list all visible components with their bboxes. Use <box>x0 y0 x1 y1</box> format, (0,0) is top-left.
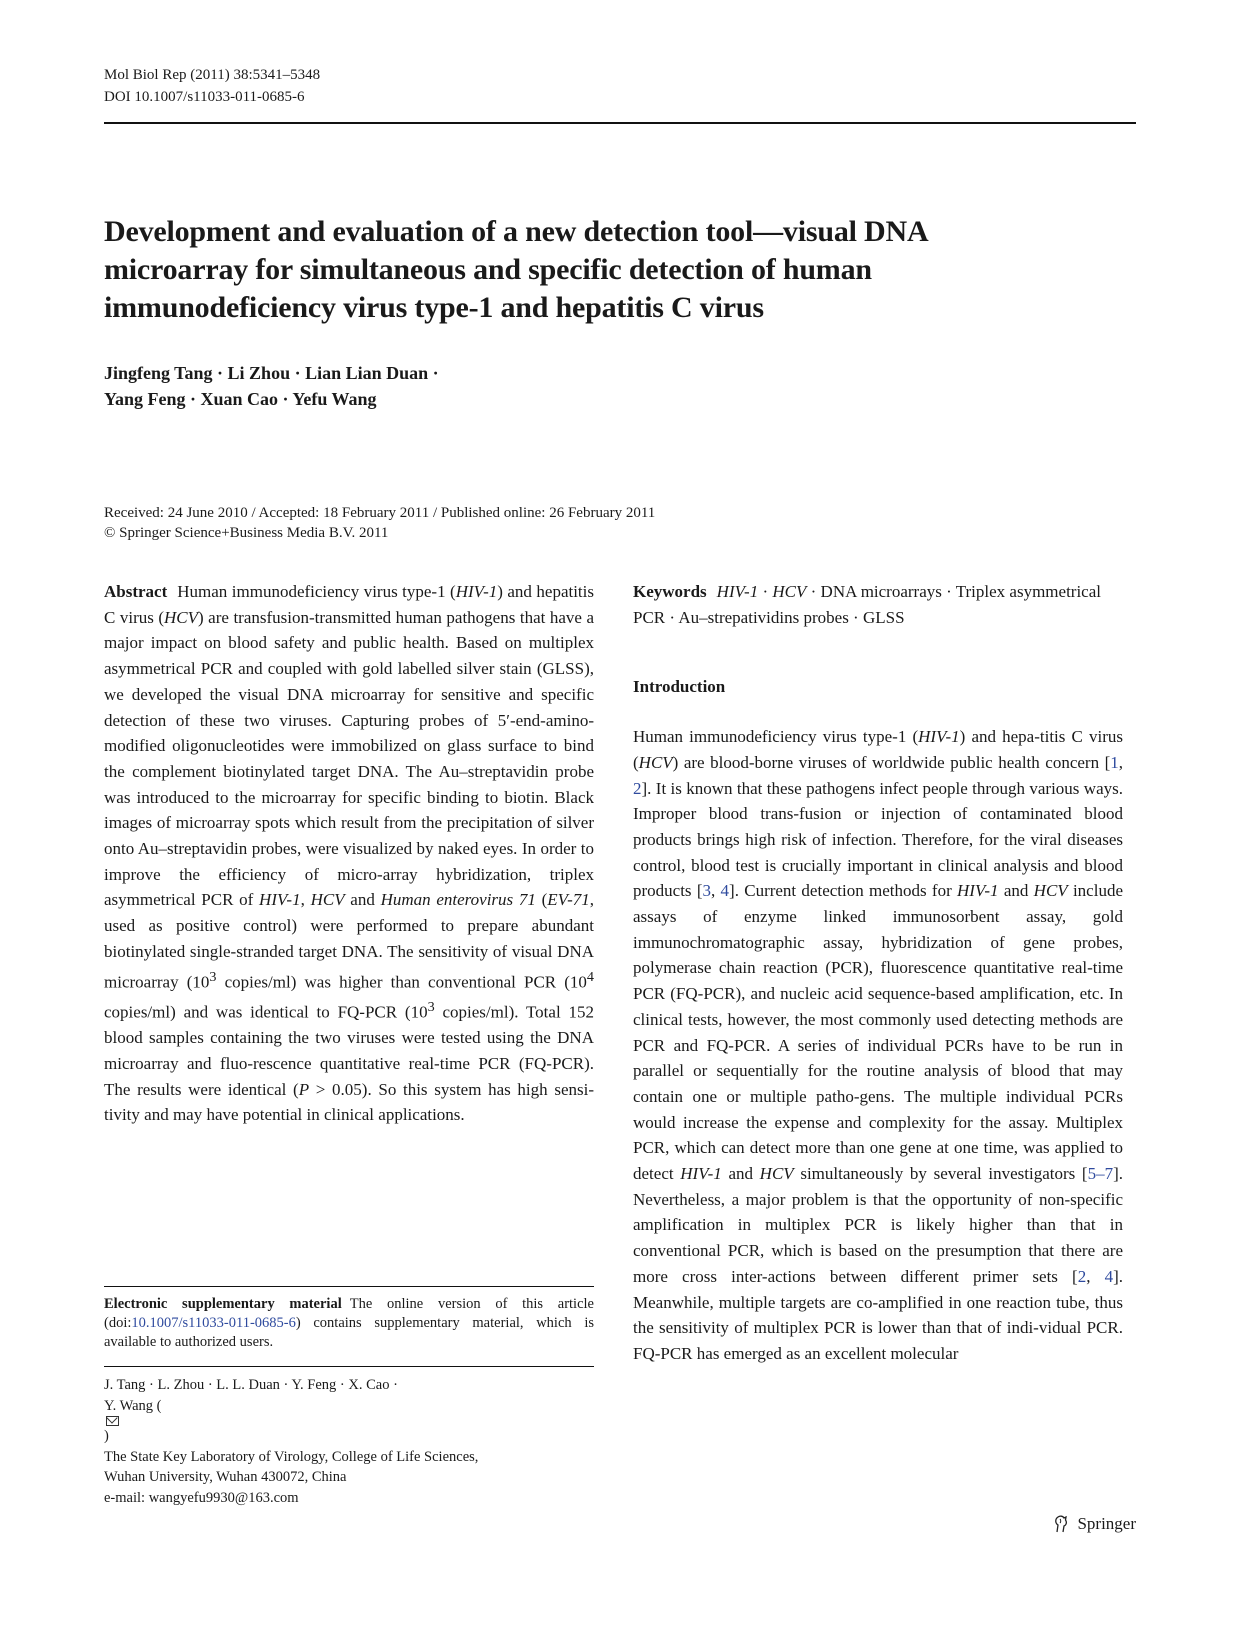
body-text: simultaneously by several investigators [ <box>793 1164 1088 1184</box>
body-text: Human immunodeficiency virus type-1 ( <box>633 727 919 747</box>
abstract-text: ) and hepatitis C virus ( <box>104 582 594 627</box>
body-text: , <box>1118 752 1123 772</box>
affiliation-address: Wuhan University, Wuhan 430072, China <box>104 1469 347 1485</box>
body-text: ]. Nevertheless, a major problem is that the opportunity of non-specific amplification in multiplex PCR is likely higher than that in conventional PCR, which is based on the presumption that there are more cross inter-actions between different primer sets [ <box>633 1164 1123 1286</box>
abstract-term: P <box>298 1079 310 1099</box>
affiliation-rule <box>104 1366 594 1367</box>
body-text: ]. Meanwhile, multiple targets are co-amplified in one reaction tube, thus the sensitivity of multiplex PCR is lower than that of indi-vidual PCR. FQ-PCR has emerged as an excellent molecular <box>633 1266 1123 1363</box>
body-term: HCV <box>759 1164 794 1184</box>
corresponding-suffix: ) <box>104 1428 109 1444</box>
affiliation-institution: The State Key Laboratory of Virology, College of Life Sciences, <box>104 1448 479 1465</box>
abstract-text: ( <box>535 890 548 910</box>
body-term: HCV <box>638 752 673 772</box>
copyright-line: © Springer Science+Business Media B.V. 2011 <box>104 525 389 541</box>
keyword: HIV-1 <box>716 582 759 601</box>
keywords <box>633 579 1123 630</box>
abstract-text: > 0.05). So this system has high sensi-tivity and may have potential in clinical applications. <box>104 1079 594 1125</box>
citation-link[interactable]: 2 <box>633 778 642 798</box>
citation-link[interactable]: 3 <box>702 881 711 901</box>
exponent: 4 <box>586 968 594 985</box>
body-text: and <box>998 881 1034 901</box>
body-text: ]. It is known that these pathogens infect people through various ways. Improper blood trans-fusion or injection of contaminated blood products brings high risk of infection. Therefore, for the viral diseases control, blood test is crucially important in clinical analysis and blood products [ <box>633 778 1123 901</box>
abstract-term: Human enterovirus 71 <box>380 890 536 910</box>
abstract-term: HCV <box>164 607 199 627</box>
supplementary-label: Electronic supplementary material <box>104 1296 342 1312</box>
citation-link[interactable]: 2 <box>1077 1266 1087 1286</box>
body-text: ) are blood-borne viruses of worldwide public health concern [ <box>672 752 1111 772</box>
header-rule <box>104 122 1136 124</box>
journal-citation: Mol Biol Rep (2011) 38:5341–5348 <box>104 67 321 83</box>
abstract-term: HCV <box>310 890 345 910</box>
abstract-text: copies/ml) and was identical to FQ-PCR (10 <box>104 1002 428 1022</box>
history-dates: Received: 24 June 2010 / Accepted: 18 February 2011 / Published online: 26 February 2011 <box>104 505 656 521</box>
doi-link[interactable]: 10.1007/s11033-011-0685-6 <box>131 1315 296 1331</box>
abstract-term: HIV-1 <box>455 582 498 601</box>
abstract-text: , used as positive control) were performed to prepare abundant biotinylated single-stranded target DNA. The sensitivity of visual DNA microarray (10 <box>104 890 595 992</box>
author-line: Jingfeng Tang · Li Zhou · Lian Lian Duan · <box>104 363 439 383</box>
citation-link[interactable]: 5–7 <box>1087 1164 1114 1184</box>
affiliation-block <box>104 1375 594 1508</box>
keyword: · DNA microarrays · Triplex asymmetrical PCR · Au–strepatividins probes · GLSS <box>633 582 1101 627</box>
exponent: 3 <box>427 998 435 1015</box>
citation-link[interactable]: 4 <box>1104 1266 1114 1286</box>
citation-link[interactable]: 4 <box>720 881 730 901</box>
title-line: immunodeficiency virus type-1 and hepatitis C virus <box>104 291 764 324</box>
right-column <box>633 579 1123 1367</box>
author-line: Yang Feng · Xuan Cao · Yefu Wang <box>104 389 377 409</box>
abstract-text: ) are transfusion-transmitted human pathogens that have a major impact on blood safety and public health. Based on multiplex asymmetrical PCR and coupled with gold labelled silver stain (GLSS), we developed the visual DNA microarray for sensitive and specific detection of these two viruses. Capturing probes of 5′-end-amino-modified oligonucleotides were immobilized on glass surface to bind the complement biotinylated target DNA. The Au–streptavidin probe was introduced to the microarray for specific binding to biotin. Black images of microarray spots which result from the precipitation of silver onto Au–streptavidin probes, were visualized by naked eyes. In order to improve the efficiency of micro-array hybridization, triplex asymmetrical PCR of <box>104 607 594 910</box>
body-text: , <box>1086 1266 1105 1286</box>
journal-doi: DOI 10.1007/s11033-011-0685-6 <box>104 89 305 105</box>
envelope-icon <box>106 1416 119 1426</box>
body-term: HIV-1 <box>957 881 999 901</box>
citation-link[interactable]: 1 <box>1110 752 1119 772</box>
author-email[interactable]: e-mail: wangyefu9930@163.com <box>104 1489 299 1506</box>
body-text: , <box>711 881 721 901</box>
corresponding-name: Y. Wang ( <box>104 1397 162 1414</box>
introduction-paragraph <box>633 724 1123 1367</box>
abstract <box>104 579 594 1128</box>
keywords-label: Keywords <box>633 582 707 601</box>
corresponding-author <box>104 1396 594 1447</box>
left-column <box>104 579 594 1128</box>
body-term: HCV <box>1033 881 1068 901</box>
journal-header <box>104 64 320 108</box>
abstract-text: copies/ml). Total 152 blood samples containing the two viruses were tested using the DNA microarray and fluo-rescence quantitative real-time PCR (FQ-PCR). The results were identical ( <box>104 1002 594 1099</box>
affiliation-authors: J. Tang · L. Zhou · L. L. Duan · Y. Feng · X. Cao · <box>104 1377 398 1393</box>
abstract-label: Abstract <box>104 582 168 601</box>
title-line: microarray for simultaneous and specific detection of human <box>104 253 872 286</box>
section-heading-introduction: Introduction <box>633 677 726 697</box>
exponent: 3 <box>209 968 217 985</box>
footnote-rule <box>104 1286 594 1287</box>
publisher-name: Springer <box>1077 1514 1136 1533</box>
abstract-term: EV-71 <box>547 890 590 910</box>
body-text: include assays of enzyme linked immunosorbent assay, gold immunochromatographic assay, hybridization of gene probes, polymerase chain reaction (PCR), fluorescence quantitative real-time PCR (FQ-PCR), and nucleic acid sequence-based amplification, etc. In clinical tests, however, the most commonly used detecting methods are PCR and FQ-PCR. A series of individual PCRs have to be run in parallel or sequentially for the routine analysis of blood that may contain one or multiple patho-gens. The multiple individual PCRs would increase the expense and complexity for the assay. Multiplex PCR, which can detect more than one gene at one time, was applied to detect <box>633 881 1123 1184</box>
title-line: Development and evaluation of a new detection tool—visual DNA <box>104 215 929 248</box>
abstract-text: and <box>344 890 381 910</box>
author-list <box>104 360 439 412</box>
supplementary-text: The online version of this article (doi: <box>104 1296 594 1331</box>
abstract-text: copies/ml) was higher than conventional PCR (10 <box>216 972 587 992</box>
page-footer <box>1051 1514 1136 1534</box>
keyword: HCV <box>772 582 807 601</box>
abstract-text: Human immunodeficiency virus type-1 ( <box>177 582 456 601</box>
springer-horse-icon <box>1051 1514 1071 1534</box>
publication-dates <box>104 503 655 543</box>
keyword-separator: · <box>758 582 773 601</box>
abstract-text: , <box>300 890 311 910</box>
body-text: ]. Current detection methods for <box>729 881 958 901</box>
body-text: and <box>721 1164 760 1184</box>
body-term: HIV-1 <box>918 727 960 747</box>
abstract-term: HIV-1 <box>259 890 301 910</box>
body-term: HIV-1 <box>680 1164 722 1184</box>
supplementary-note <box>104 1295 594 1352</box>
body-text: ) and hepa-titis C virus ( <box>633 727 1123 772</box>
article-title <box>104 213 1104 327</box>
supplementary-text: ) contains supplementary material, which is available to authorized users. <box>104 1315 594 1350</box>
